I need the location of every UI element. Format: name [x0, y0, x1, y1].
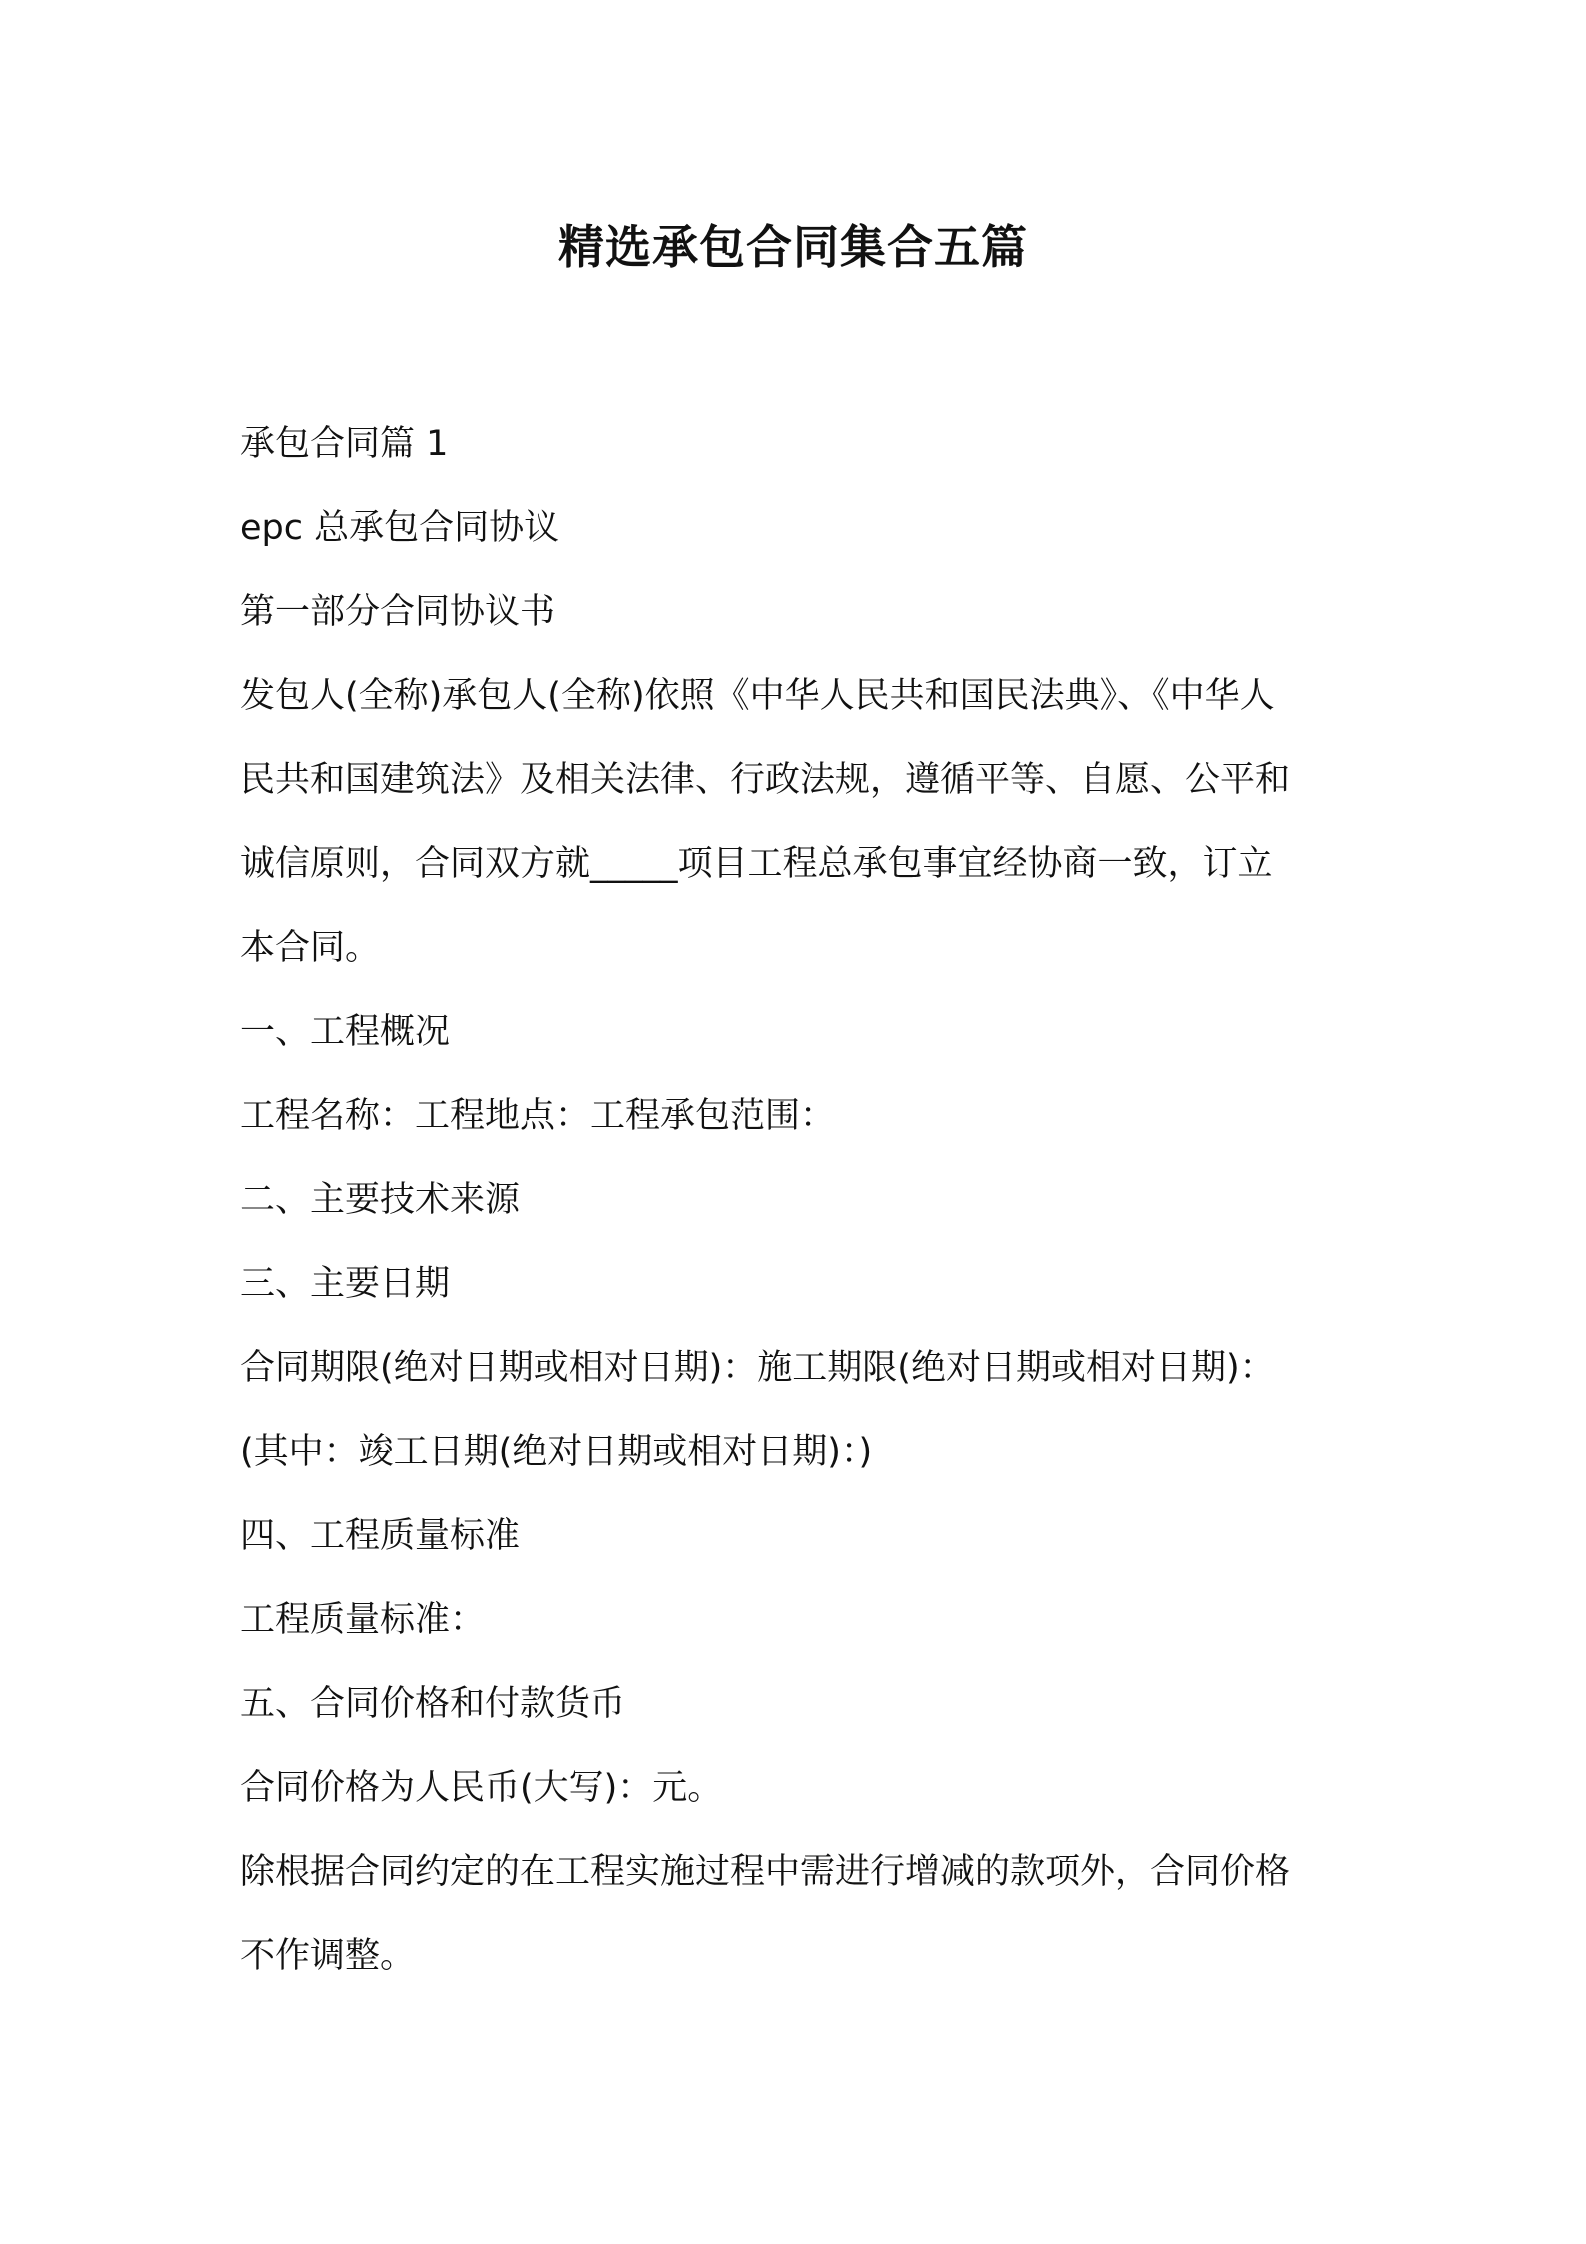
paragraph-line: 除根据合同约定的在工程实施过程中需进行增减的款项外，合同价格: [240, 1852, 1291, 1892]
text-line: 工程质量标准：: [240, 1600, 486, 1640]
section-heading-project-overview: 一、工程概况: [240, 1012, 451, 1052]
text-line: 工程名称：工程地点：工程承包范围：: [240, 1096, 836, 1136]
contract-subtitle: epc 总承包合同协议: [240, 508, 560, 548]
paragraph-line: 民共和国建筑法》及相关法律、行政法规，遵循平等、自愿、公平和: [240, 760, 1291, 800]
document-body: [240, 402, 1360, 1998]
document-title: 精选承包合同集合五篇: [558, 220, 1028, 274]
paragraph-line: 诚信原则，合同双方就_____项目工程总承包事宜经协商一致，订立: [240, 844, 1273, 884]
section-heading-key-dates: 三、主要日期: [240, 1264, 451, 1304]
paragraph-line: 发包人(全称)承包人(全称)依照《中华人民共和国民法典》、《中华人: [240, 676, 1275, 716]
section-heading-technology-source: 二、主要技术来源: [240, 1180, 521, 1220]
paragraph-line: 不作调整。: [240, 1936, 416, 1976]
paragraph-line: 本合同。: [240, 928, 381, 968]
section-heading-price-currency: 五、合同价格和付款货币: [240, 1684, 626, 1724]
text-line: 合同价格为人民币(大写)：元。: [240, 1768, 723, 1808]
part-heading: 第一部分合同协议书: [240, 592, 556, 632]
text-line: 合同期限(绝对日期或相对日期)：施工期限(绝对日期或相对日期)：: [240, 1348, 1275, 1388]
text-line: (其中：竣工日期(绝对日期或相对日期)：): [240, 1432, 873, 1472]
section-heading-contract-1: 承包合同篇 1: [240, 424, 449, 464]
section-heading-quality-standard: 四、工程质量标准: [240, 1516, 521, 1556]
